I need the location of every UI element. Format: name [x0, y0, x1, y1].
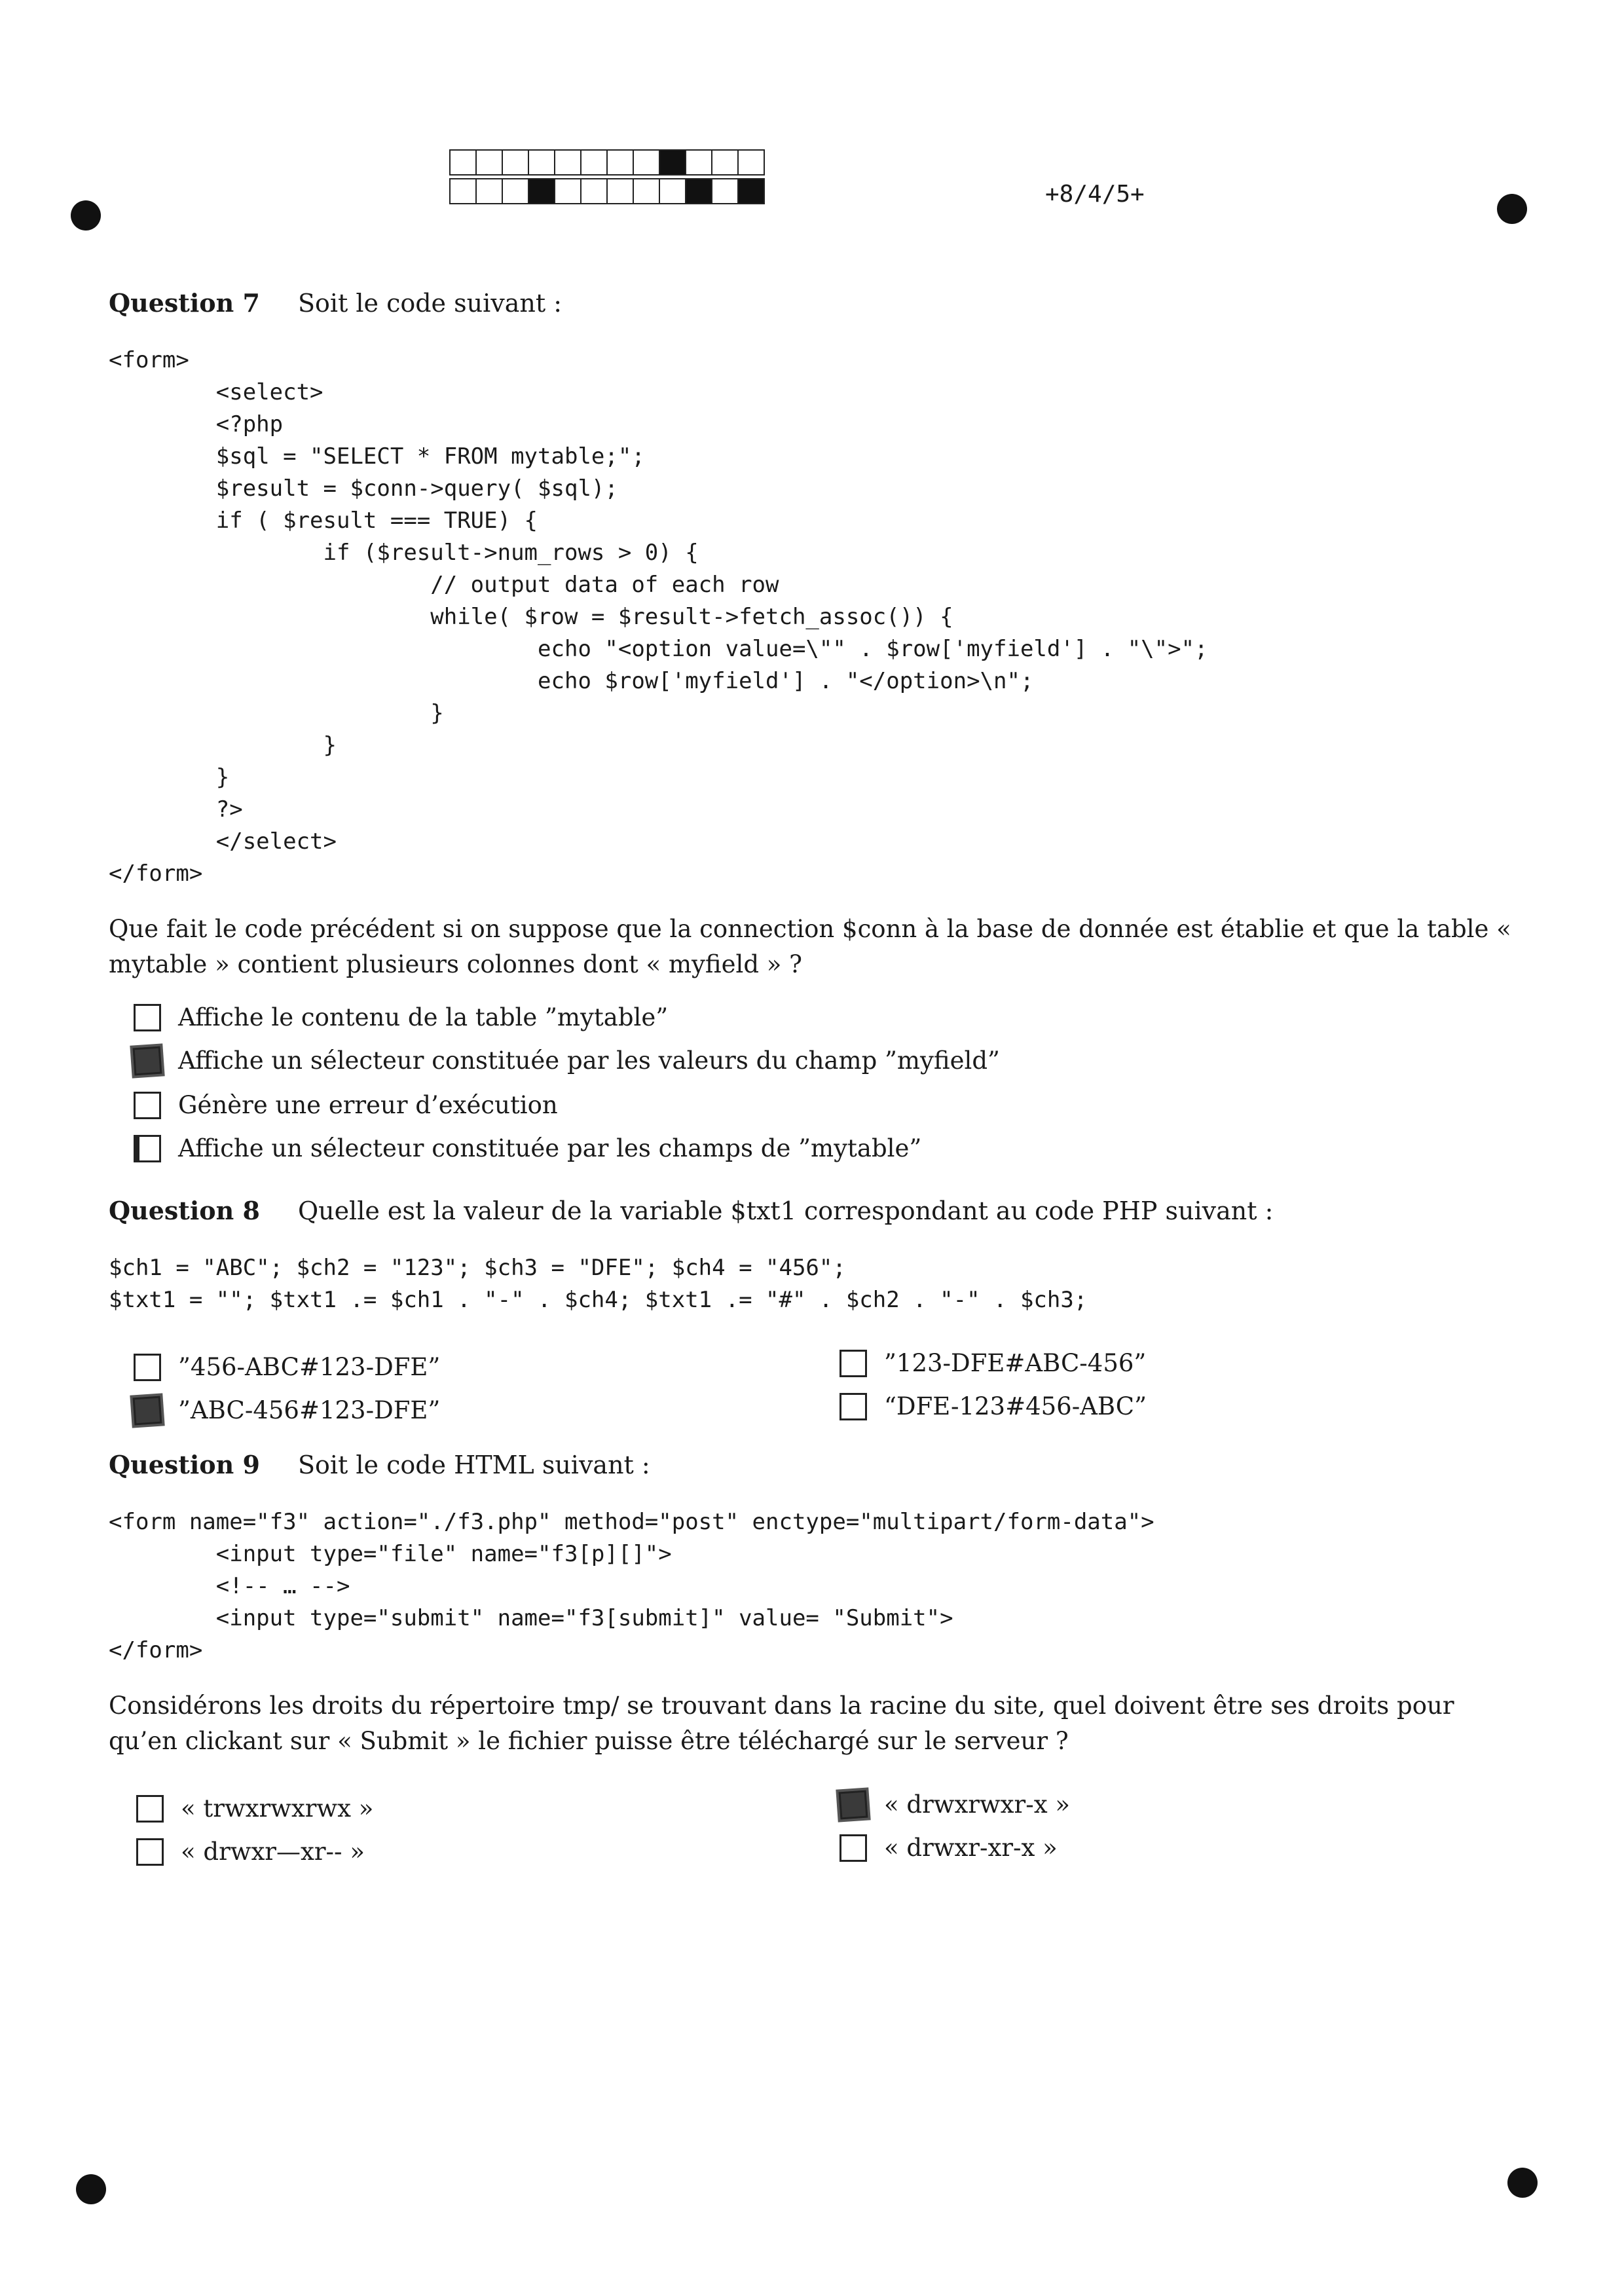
- answer-label: « drwxr—xr-- »: [181, 1838, 365, 1866]
- answer-label: Génère une erreur d’exécution: [178, 1091, 558, 1119]
- answer-option[interactable]: [136, 1838, 365, 1866]
- answer-option[interactable]: [134, 1091, 558, 1119]
- answer-label: ”456-ABC#123-DFE”: [178, 1353, 441, 1381]
- answer-label: ”123-DFE#ABC-456”: [884, 1349, 1147, 1377]
- answer-option[interactable]: [840, 1349, 1146, 1377]
- answer-checkbox[interactable]: [840, 1834, 867, 1862]
- answer-checkbox[interactable]: [136, 1795, 164, 1823]
- id-grid-cell: [502, 149, 529, 176]
- question-prompt: Quelle est la valeur de la variable $txt1 correspondant au code PHP suivant :: [297, 1196, 1274, 1225]
- answer-checkbox[interactable]: [839, 1790, 868, 1819]
- answer-label: ”ABC-456#123-DFE”: [178, 1396, 441, 1424]
- id-grid-cell: [711, 178, 739, 204]
- answer-option[interactable]: [134, 1046, 1000, 1075]
- id-grid-cell: [502, 178, 529, 204]
- question-number: Question 8: [109, 1196, 260, 1225]
- answer-label: « trwxrwxrwx »: [181, 1794, 374, 1823]
- answer-checkbox[interactable]: [840, 1393, 867, 1420]
- answer-label: « drwxrwxr-x »: [884, 1790, 1070, 1819]
- id-grid-cell: [711, 149, 739, 176]
- id-grid-cell: [554, 178, 581, 204]
- question-7-heading: [109, 288, 562, 318]
- registration-mark-bottom-left: [76, 2174, 106, 2204]
- id-grid-cell: [475, 149, 503, 176]
- answer-option[interactable]: [134, 1353, 440, 1381]
- registration-mark-bottom-right: [1507, 2168, 1538, 2198]
- answer-label: Affiche un sélecteur constituée par les valeurs du champ ”myfield”: [178, 1046, 1000, 1075]
- answer-checkbox[interactable]: [134, 1135, 161, 1162]
- id-grid-cell: [554, 149, 581, 176]
- id-grid-row: [451, 178, 765, 204]
- answer-label: “DFE-123#456-ABC”: [884, 1392, 1147, 1420]
- id-grid-cell: [606, 178, 634, 204]
- id-grid-cell: [580, 178, 608, 204]
- answer-option[interactable]: [840, 1834, 1058, 1862]
- answer-checkbox[interactable]: [133, 1046, 162, 1075]
- answer-label: Affiche un sélecteur constituée par les champs de ”mytable”: [178, 1134, 922, 1162]
- id-grid-row: [451, 149, 765, 176]
- question-7-text: Que fait le code précédent si on suppose que la connection $conn à la base de donnée est établie et que la table « mytable » contient plusieurs colonnes dont « myfield » ?: [109, 915, 1511, 978]
- id-grid-cell: [528, 178, 555, 204]
- question-9-text: Considérons les droits du répertoire tmp/ se trouvant dans la racine du site, quel doivent être ses droits pour qu’en clickant sur « Submit » le fichier puisse être téléchargé sur le serveur ?: [109, 1692, 1454, 1755]
- registration-mark-top-left: [71, 200, 101, 231]
- answer-option[interactable]: [134, 1134, 921, 1162]
- question-number: Question 7: [109, 288, 260, 318]
- answer-checkbox[interactable]: [134, 1092, 161, 1119]
- id-grid-cell: [475, 178, 503, 204]
- question-prompt: Soit le code HTML suivant :: [297, 1451, 650, 1479]
- id-grid-cell: [528, 149, 555, 176]
- id-grid-cell: [685, 149, 712, 176]
- question-7-code: <form> <select> <?php $sql = "SELECT * FROM mytable;"; $result = $conn->query( $sql); if ( $result === TRUE) { if ($result->num_rows > 0) { // output data of each row while( $row = $result->fetch_assoc()) { echo "<option value=\"" . $row['myfield'] . "\">"; echo $row['myfield'] . "</option>\n"; } } } ?> </select> </form>: [109, 347, 1208, 887]
- answer-checkbox[interactable]: [840, 1350, 867, 1377]
- answer-option[interactable]: [840, 1790, 1070, 1819]
- question-9-code: <form name="f3" action="./f3.php" method="post" enctype="multipart/form-data"> <input type="file" name="f3[p][]"> <!-- … --> <input type="submit" name="f3[submit]" value= "Submit"> </form>: [109, 1509, 1154, 1663]
- page-id-label: +8/4/5+: [1045, 181, 1145, 208]
- answer-checkbox[interactable]: [134, 1354, 161, 1381]
- id-grid-cell: [659, 149, 686, 176]
- answer-checkbox[interactable]: [134, 1004, 161, 1031]
- answer-label: Affiche le contenu de la table ”mytable”: [178, 1003, 669, 1031]
- id-grid-cell: [633, 149, 660, 176]
- answer-checkbox[interactable]: [133, 1396, 162, 1425]
- id-grid-cell: [449, 149, 477, 176]
- id-grid-cell: [606, 149, 634, 176]
- answer-option[interactable]: [840, 1392, 1147, 1420]
- registration-mark-top-right: [1497, 194, 1527, 224]
- answer-option[interactable]: [136, 1794, 373, 1823]
- question-9-heading: [109, 1450, 650, 1479]
- id-grid-cell: [659, 178, 686, 204]
- id-grid-cell: [685, 178, 712, 204]
- id-grid-cell: [633, 178, 660, 204]
- question-8-heading: [109, 1196, 1273, 1225]
- id-grid-cell: [737, 149, 765, 176]
- id-grid-cell: [737, 178, 765, 204]
- answer-checkbox[interactable]: [136, 1838, 164, 1866]
- id-grid-cell: [580, 149, 608, 176]
- question-8-code: $ch1 = "ABC"; $ch2 = "123"; $ch3 = "DFE"; $ch4 = "456"; $txt1 = ""; $txt1 .= $ch1 . "-" . $ch4; $txt1 .= "#" . $ch2 . "-" . $ch3;: [109, 1255, 1088, 1313]
- answer-option[interactable]: [134, 1003, 668, 1031]
- question-number: Question 9: [109, 1450, 260, 1479]
- answer-option[interactable]: [134, 1396, 440, 1424]
- question-prompt: Soit le code suivant :: [297, 289, 563, 318]
- answer-label: « drwxr-xr-x »: [884, 1834, 1058, 1862]
- id-grid-cell: [449, 178, 477, 204]
- page-id-grid: [451, 149, 765, 204]
